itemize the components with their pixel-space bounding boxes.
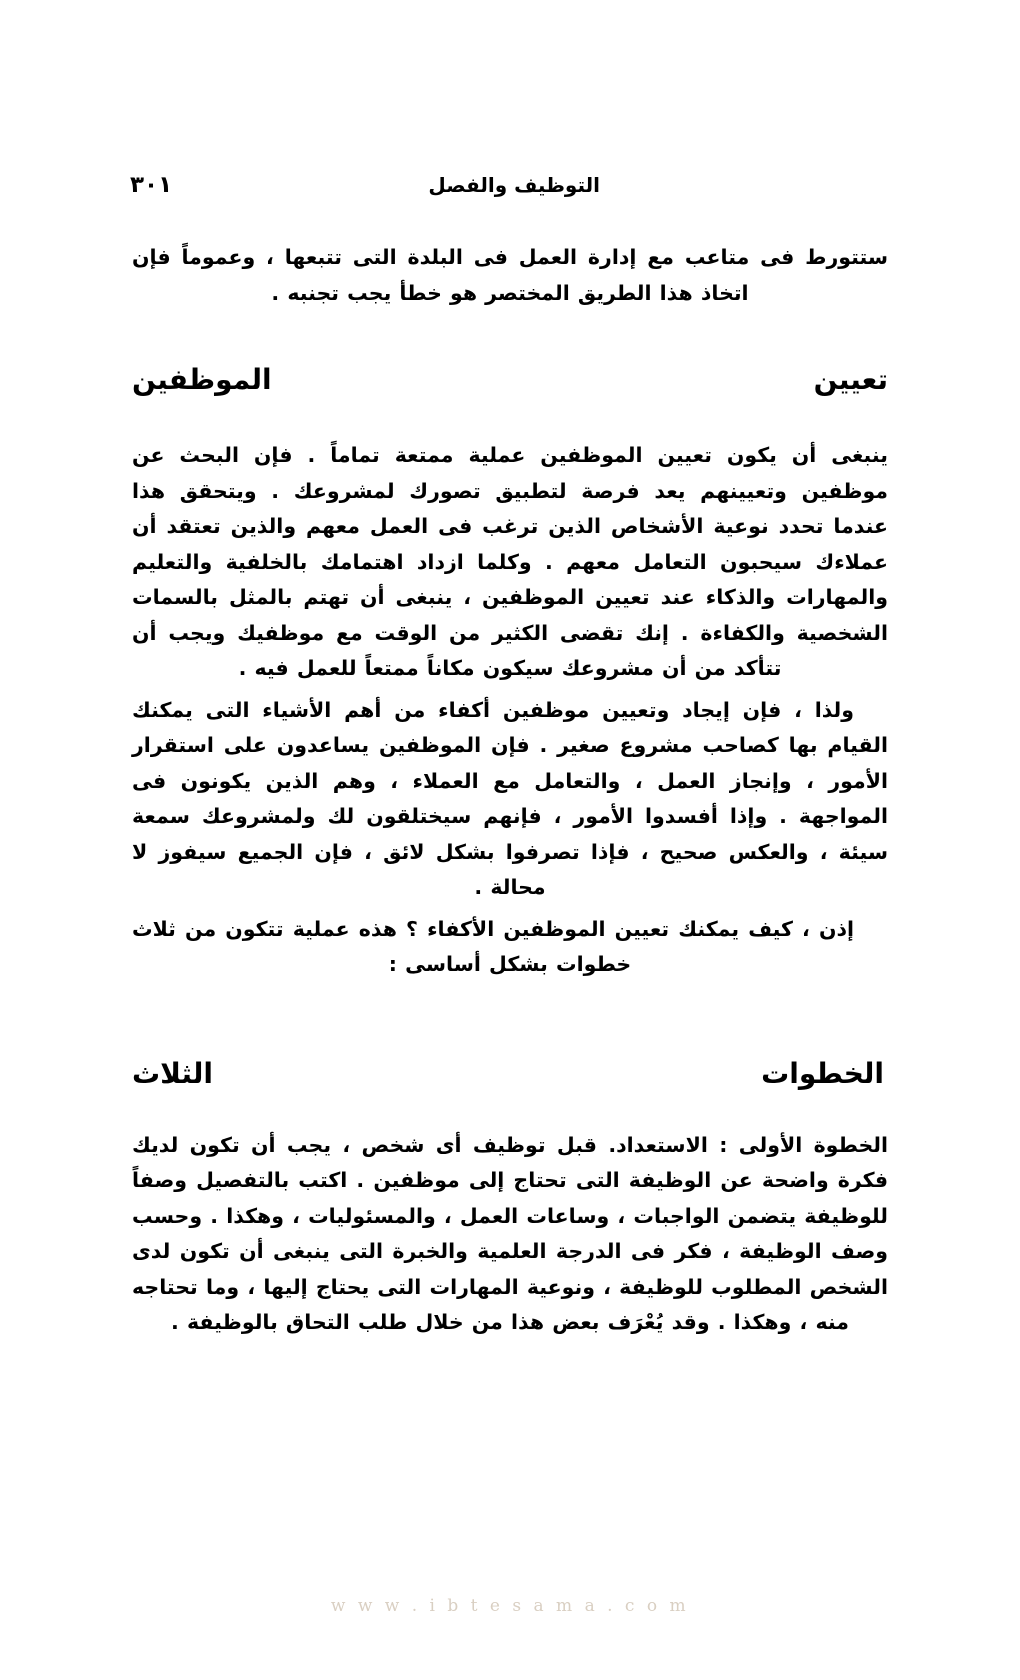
step-one-text: قبل توظيف أى شخص ، يجب أن تكون لديك فكرة واضحة عن الوظيفة التى تحتاج إلى موظفين . اكتب بالتفصيل وصفاً للوظيفة يتضمن الواجبات ، وساعات العمل ، والمسئوليات ، وهكذا . وحسب وصف الوظيفة ، فكر فى الدرجة العلمية والخبرة التى ينبغى أن تكون لدى الشخص المطلوب للوظيفة ، ونوعية المهارات التى يحتاج إليها ، وما تحتاجه منه ، وهكذا . وقد يُعْرَف بعض هذا من خلال طلب التحاق بالوظيفة . xyxy=(132,1132,888,1334)
paragraph-finding-staff: ولذا ، فإن إيجاد وتعيين موظفين أكفاء من أهم الأشياء التى يمكنك القيام بها كصاحب مشروع صغير . فإن الموظفين يساعدون على استقرار الأمور ، وإنجاز العمل ، والتعامل مع العملاء ، وهم الذين يكونون فى المواجهة . وإذا أفسدوا الأمور ، فإنهم سيختلقون لك ولمشروعك سمعة سيئة ، والعكس صحيح ، فإذا تصرفوا بشكل لائق ، فإن الجميع سيفوز لا محالة . xyxy=(132,697,888,899)
paragraph-continuation: ستتورط فى متاعب مع إدارة العمل فى البلدة التى تتبعها ، وعموماً فإن اتخاذ هذا الطريق المختصر هو خطأ يجب تجنبه . xyxy=(132,245,888,305)
paragraph-three-steps-lead: إذن ، كيف يمكنك تعيين الموظفين الأكفاء ؟ هذه عملية تتكون من ثلاث خطوات بشكل أساسى : xyxy=(132,916,854,976)
footer-watermark: w w w . i b t e s a m a . c o m xyxy=(330,1596,690,1616)
text-column xyxy=(132,240,888,1341)
section-heading-hiring-employees: تعيين الموظفين xyxy=(132,363,888,396)
chapter-title: التوظيف والفصل xyxy=(428,173,600,197)
page-number: ٣٠١ xyxy=(130,172,173,198)
paragraph-hiring-intro: ينبغى أن يكون تعيين الموظفين عملية ممتعة تماماً . فإن البحث عن موظفين وتعيينهم يعد فرصة لتطبيق تصورك لمشروعك . ويتحقق هذا عندما تحدد نوعية الأشخاص الذين ترغب فى العمل معهم والذين تعتقد أن عملاءك سيحبون التعامل معهم . وكلما ازداد اهتمامك بالخلفية والتعليم والمهارات والذكاء عند تعيين الموظفين ، ينبغى أن تهتم بالمثل بالسمات الشخصية والكفاءة . إنك تقضى الكثير من الوقت مع موظفيك ويجب أن تتأكد من أن مشروعك سيكون مكاناً ممتعاً للعمل فيه . xyxy=(132,443,888,680)
section-heading-three-steps: الخطوات الثلاث xyxy=(132,1056,884,1090)
step-one-label: الخطوة الأولى : الاستعداد. xyxy=(608,1132,888,1157)
running-head xyxy=(130,172,890,206)
paragraph-step-one xyxy=(132,1128,888,1341)
